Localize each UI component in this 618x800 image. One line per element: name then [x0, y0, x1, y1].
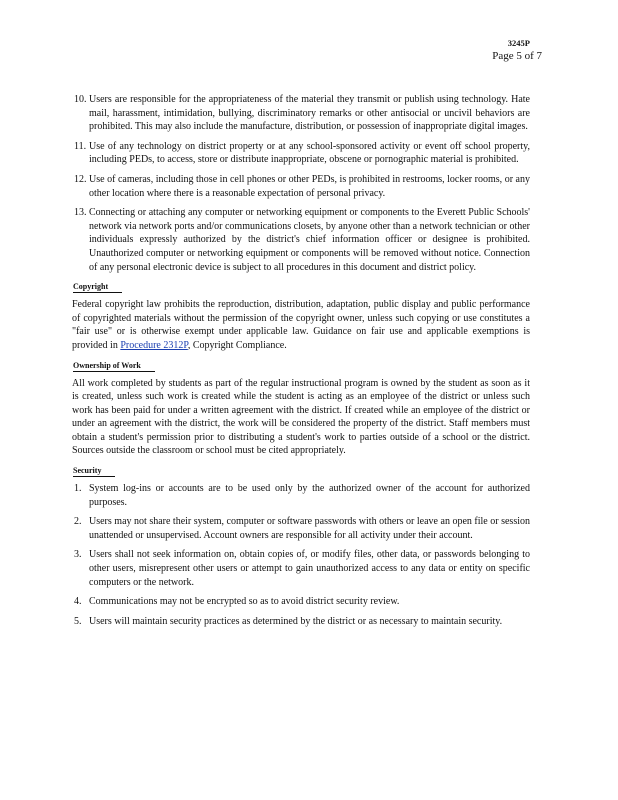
- list-item: 10. Users are responsible for the appropriateness of the material they transmit or publish using technology. Hate mail, harassment, intimidation, bullying, discriminatory remarks or other antisocial or uncivil behaviors are prohibited. This may also include the manufacture, distribution, or possession of inappropriate digital images.: [74, 94, 530, 133]
- list-item-text: Users will maintain security practices as determined by the district or as necessary to maintain security.: [89, 615, 503, 627]
- list-item-text: System log-ins or accounts are to be used only by the authorized owner of the account for authorized purposes.: [89, 483, 530, 508]
- section-heading: Ownership of Work: [73, 361, 155, 372]
- list-item-text: Connecting or attaching any computer or networking equipment or components to the Everett Public Schools' network via network ports and/or communications closets, by anyone other than a network technician or other individuals expressly authorized by the district's chief information officer or designee is prohibited. Unauthorized computer or networking equipment or components will be removed without notice. Connection of any personal electronic device is subject to all procedures in this document and district policy.: [89, 207, 530, 273]
- document-body: [72, 93, 530, 634]
- copyright-paragraph: Federal copyright law prohibits the reproduction, distribution, adaptation, public display and public performance of copyrighted materials without the permission of the copyright owner, unless such copying or use constitutes a "fair use" or is otherwise exempt under applicable law. Guidance on fair use and applicable exemptions is provided in Procedure 2312P, Copyright Compliance.: [72, 299, 530, 351]
- section-heading: Copyright: [73, 282, 122, 293]
- list-item-text: Communications may not be encrypted so as to avoid district security review.: [89, 596, 400, 608]
- list-item: 11. Use of any technology on district property or at any school-sponsored activity or event off school property, including PEDs, to access, store or distribute inappropriate, obscene or pornographic material is prohibited.: [74, 140, 530, 166]
- list-item: 5. Users will maintain security practices as determined by the district or as necessary to maintain security.: [74, 615, 503, 627]
- list-item-text: Use of any technology on district property or at any school-sponsored activity or event off school property, including PEDs, to access, store or distribute inappropriate, obscene or pornographic material is prohibited.: [89, 140, 530, 166]
- page-number: Page 5 of 7: [492, 50, 542, 62]
- list-item: 12. Use of cameras, including those in cell phones or other PEDs, is prohibited in restrooms, locker rooms, or any other location where there is a reasonable expectation of personal privacy.: [74, 173, 530, 199]
- procedure-link[interactable]: Procedure 2312P: [120, 339, 188, 351]
- list-item: 13. Connecting or attaching any computer or networking equipment or components to the Everett Public Schools' network via network ports and/or communications closets, by anyone other than a network technician or other individuals expressly authorized by the district's chief information officer or designee is prohibited. Unauthorized computer or networking equipment or components will be removed without notice. Connection of any personal electronic device is subject to all procedures in this document and district policy.: [74, 207, 530, 273]
- list-item-text: Use of cameras, including those in cell phones or other PEDs, is prohibited in restrooms, locker rooms, or any other location where there is a reasonable expectation of personal privacy.: [89, 173, 530, 199]
- list-item-text: Users may not share their system, computer or software passwords with others or leave an open file or session unattended or unsupervised. Account owners are responsible for all activity under their account.: [89, 516, 530, 541]
- ownership-paragraph: All work completed by students as part of the regular instructional program is owned by the student as soon as it is created, unless such work is created while the student is acting as an employee of the district or unless such work has been paid for under a written agreement with the district. If created while an employee of the district or under an agreement with the district, the work will be considered the property of the district. Staff members must obtain a student's permission prior to distributing a student's work to parties outside of a school or the district. Sources outside the classroom or school must be cited appropriately.: [72, 377, 530, 457]
- copyright-section: [72, 280, 530, 352]
- list-item: 4. Communications may not be encrypted so as to avoid district security review.: [74, 596, 400, 608]
- policy-code: 3245P: [507, 38, 530, 48]
- security-list: [72, 482, 530, 628]
- rules-list: [72, 93, 530, 274]
- ownership-section: [72, 359, 530, 459]
- list-item-text: Users are responsible for the appropriateness of the material they transmit or publish using technology. Hate mail, harassment, intimidation, bullying, discriminatory remarks or other antisocial or uncivil behaviors are prohibited. This may also include the manufacture, distribution, or possession of inappropriate digital images.: [89, 94, 530, 133]
- section-heading: Security: [73, 466, 115, 477]
- list-item: 1. System log-ins or accounts are to be used only by the authorized owner of the account for authorized purposes.: [74, 483, 530, 508]
- security-section: [72, 464, 530, 628]
- list-item: 2. Users may not share their system, computer or software passwords with others or leave an open file or session unattended or unsupervised. Account owners are responsible for all activity under their account.: [74, 516, 530, 541]
- list-item: 3. Users shall not seek information on, obtain copies of, or modify files, other data, or passwords belonging to other users, misrepresent other users or attempt to gain unauthorized access to any data or entity on specific computers or the network.: [74, 549, 530, 588]
- list-item-text: Users shall not seek information on, obtain copies of, or modify files, other data, or passwords belonging to other users, misrepresent other users or attempt to gain unauthorized access to any data or entity on specific computers or the network.: [89, 549, 530, 588]
